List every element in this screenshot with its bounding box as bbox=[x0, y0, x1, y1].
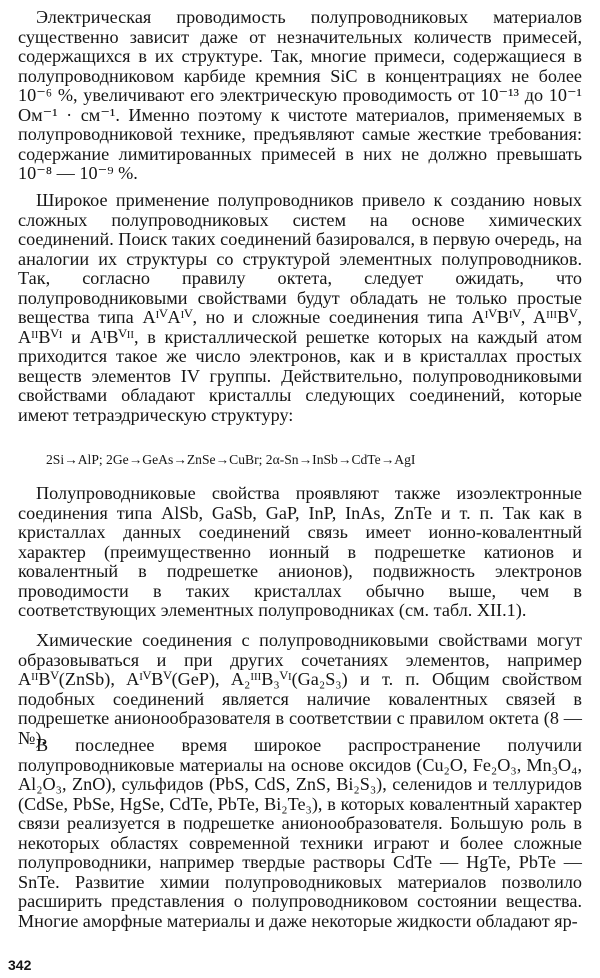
page-number: 342 bbox=[8, 957, 32, 973]
paragraph-text: Полупроводниковые свойства проявляют также изоэлектронные соединения типа AlSb, GaSb, GaP, InP, InAs, ZnTe и т. п. Так как в кристаллах данных соединений связь имеет ионно-ковалентный характер (преимущественно ионный в подрешетке катионов и ковалентный в подрешетке анионов), подвижность электронов проводимости в таких кристаллах обычно выше, чем в соответствующих элементных полупроводниках (см. табл. XII.1). bbox=[18, 483, 582, 620]
paragraph-conductivity bbox=[18, 8, 582, 184]
paragraph-text: Широкое применение полупроводников привело к созданию новых сложных полупроводниковых систем на основе химических соединений. Поиск таких соединений базировался, в первую очередь, на аналогии их структуры со структурой элементных полупроводников. Так, согласно правилу октета, следует ожидать, что полупроводниковыми свойствами будут обладать не только простые вещества типа AᴵⱽAᴵⱽ, но и сложные соединения типа AᴵⱽBᴵⱽ, AᴵᴵᴵBⱽ, AᴵᴵBⱽᴵ и AᴵBⱽᴵᴵ, в кристаллической решетке которых на каждый атом приходится такое же число электронов, как и в кристаллах простых веществ элементов IV группы. Действительно, полупроводниковыми свойствами обладают кристаллы следующих соединений, которые имеют тетраэдрическую структуру: bbox=[18, 190, 582, 425]
compound-series-equation: 2Si→AlP; 2Ge→GeAs→ZnSe→CuBr; 2α-Sn→InSb→CdTe→AgI bbox=[46, 452, 416, 467]
paragraph-other-compounds bbox=[18, 631, 582, 748]
paragraph-octet-rule bbox=[18, 191, 582, 425]
paragraph-text: Химические соединения с полупроводниковыми свойствами могут образовываться и при других сочетаниях элементов, например AᴵᴵBⱽ(ZnSb), AᴵⱽBⱽ(GeP), A₂ᴵᴵᴵB₃ⱽᴵ(Ga₂S₃) и т. п. Общим свойством подобных соединений является наличие ковалентных связей в подрешетке анионообразователя в соответствии с правилом октета (8 — №). bbox=[18, 630, 582, 748]
paragraph-text: Электрическая проводимость полупроводниковых материалов существенно зависит даже от незначительных количеств примесей, содержащихся в их структуре. Так, многие примеси, содержащиеся в полупроводниковом карбиде кремния SiC в концентрациях не более 10⁻⁶ %, увеличивают его электрическую проводимость от 10⁻¹³ до 10⁻¹ Ом⁻¹ · см⁻¹. Именно поэтому к чистоте материалов, применяемых в полупроводниковой технике, предъявляют самые жесткие требования: содержание лимитированных примесей в них не должно превышать 10⁻⁸ — 10⁻⁹ %. bbox=[18, 7, 582, 183]
paragraph-isoelectronic bbox=[18, 484, 582, 621]
paragraph-oxides bbox=[18, 736, 582, 931]
paragraph-text: В последнее время широкое распространение получили полупроводниковые материалы на основе оксидов (Cu₂O, Fe₂O₃, Mn₃O₄, Al₂O₃, ZnO), сульфидов (PbS, CdS, ZnS, Bi₂S₃), селенидов и теллуридов (CdSe, PbSe, HgSe, CdTe, PbTe, Bi₂Te₃), в которых ковалентный характер связи реализуется в подрешетке анионообразователя. Большую роль в некоторых областях современной техники играют и более сложные полупроводники, например твердые растворы CdTe — HgTe, PbTe — SnTe. Развитие химии полупроводниковых материалов позволило расширить представления о полупроводниковом состоянии вещества. Многие аморфные материалы и даже некоторые жидкости обладают яр- bbox=[18, 735, 582, 931]
